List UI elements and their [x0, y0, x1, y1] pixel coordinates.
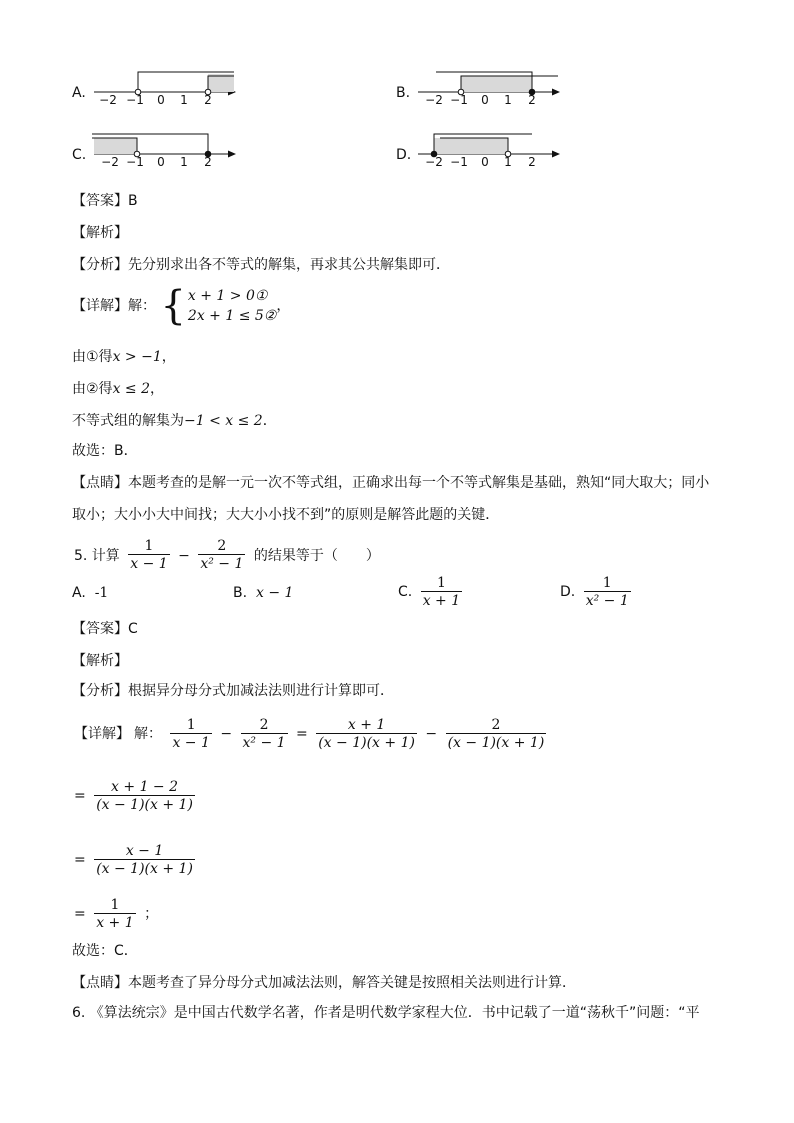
fraction [198, 538, 245, 573]
tick-label: −2 [425, 93, 443, 104]
analysis-tag: 【解析】 [72, 225, 128, 241]
system-end: ， [276, 298, 291, 314]
detail-line [72, 283, 291, 329]
numerator: 1 [144, 538, 154, 554]
tick-label: 2 [528, 93, 536, 104]
denominator: x − 1 [172, 734, 210, 751]
fraction [170, 717, 211, 752]
fraction [316, 717, 417, 752]
step-2-math: x ≤ 2 [112, 381, 150, 397]
fenxi-line [72, 256, 450, 274]
step-3-end: ． [262, 413, 277, 429]
tick-label: 1 [504, 93, 512, 104]
step-3-text: 不等式组的解集为 [72, 413, 184, 429]
answer-tag: 【答案】 [72, 193, 128, 209]
minus-sign: − [425, 726, 438, 742]
option-label: B. [233, 585, 248, 601]
answer-value: C [128, 621, 138, 637]
choice-line: 故选：B． [72, 443, 138, 459]
comment-text-1: 本题考查的是解一元一次不等式组，正确求出每一个不等式解集是基础，熟知“同大取大；同小 [128, 475, 710, 491]
numerator: 1 [436, 574, 446, 591]
number-line-c [88, 130, 243, 166]
numerator: 2 [491, 716, 501, 733]
step-1-math: x > −1 [112, 349, 162, 365]
fraction [94, 897, 135, 932]
q5-option-b [233, 584, 293, 602]
detail-tag: 【详解】 [74, 726, 130, 742]
fraction [241, 717, 288, 752]
option-c-label: C. [72, 147, 87, 163]
numerator: x + 1 − 2 [111, 778, 179, 795]
fenxi-text: 先分别求出各不等式的解集，再求其公共解集即可． [128, 257, 450, 273]
step-1-text: 由①得 [72, 349, 113, 365]
q5-fenxi-line [72, 682, 394, 700]
detail-prefix: 解： [128, 298, 156, 314]
numerator: 2 [259, 716, 269, 733]
denominator: (x − 1)(x + 1) [447, 734, 545, 751]
numerator: x + 1 [347, 716, 386, 733]
detail-tag: 【详解】 [72, 298, 128, 314]
equals-sign: = [74, 788, 86, 804]
step-1-end: ， [161, 349, 176, 365]
tick-label: 0 [481, 93, 489, 104]
q5-comment-line [72, 974, 576, 992]
q5-stem-pre: 5. 计算 [74, 547, 120, 564]
denominator: x + 1 [96, 914, 134, 931]
option-d-label: D. [396, 147, 412, 163]
denominator: (x − 1)(x + 1) [96, 860, 193, 877]
comment-tag: 【点睛】 [72, 475, 128, 491]
numerator: 1 [186, 716, 196, 733]
left-brace: { [160, 283, 186, 329]
comment-line-2: 取小；大小小大中间找；大大小小找不到”的原则是解答此题的关键． [72, 507, 500, 523]
step-3 [72, 412, 277, 430]
fraction [94, 779, 195, 814]
q5-option-c [396, 574, 464, 610]
tick-label: 1 [180, 93, 188, 104]
tick-label: −2 [99, 93, 117, 104]
fraction [584, 575, 631, 610]
inequality-1: x + 1 > 0① [187, 288, 268, 304]
tick-label: −1 [126, 155, 144, 166]
option-value: -1 [94, 585, 109, 601]
q6-stem: 6. 《算法统宗》是中国古代数学名著，作者是明代数学家程大位．书中记载了一道“荡秋千”问题：“平 [72, 1005, 700, 1021]
denominator: (x − 1)(x + 1) [96, 796, 193, 813]
fraction [421, 575, 462, 610]
tick-label: 0 [157, 155, 165, 166]
numerator: 1 [602, 574, 612, 591]
equals-sign: = [74, 906, 86, 922]
q5-analysis-tag: 【解析】 [72, 653, 128, 669]
q5-choice-line: 故选：C． [72, 943, 138, 959]
step-2-text: 由②得 [72, 381, 113, 397]
denominator: x + 1 [422, 592, 461, 609]
option-a-label: A. [72, 85, 86, 101]
minus-sign: − [220, 726, 233, 742]
q5-answer-line [72, 620, 138, 638]
minus-sign: − [178, 547, 190, 564]
number-line-a [88, 68, 243, 104]
numerator: x − 1 [125, 842, 164, 859]
denominator: x² − 1 [242, 734, 286, 751]
fenxi-tag: 【分析】 [72, 683, 128, 699]
q5-step-2 [72, 776, 197, 816]
step-2 [72, 380, 164, 398]
tick-label: −1 [450, 155, 468, 166]
q5-step-4 [72, 894, 160, 934]
tick-label: 2 [204, 93, 212, 104]
fraction [128, 538, 169, 573]
step-1 [72, 348, 176, 366]
answer-line [72, 192, 138, 210]
tick-label: 1 [180, 155, 188, 166]
tick-label: 0 [481, 155, 489, 166]
tick-label: 2 [528, 155, 536, 166]
option-label: D. [560, 584, 576, 600]
comment-tag: 【点睛】 [72, 975, 128, 991]
tick-label: −1 [126, 93, 144, 104]
q5-stem-post: 的结果等于（ ） [253, 547, 380, 564]
fenxi-text: 根据异分母分式加减法法则进行计算即可． [128, 683, 394, 699]
q5-stem [72, 538, 382, 573]
equals-sign: = [74, 852, 86, 868]
answer-tag: 【答案】 [72, 621, 128, 637]
option-label: C. [398, 584, 413, 600]
q5-option-d [558, 574, 633, 610]
inequality-system [160, 283, 291, 329]
comment-line-1 [72, 474, 709, 492]
tick-label: −1 [450, 93, 468, 104]
comment-text: 本题考查了异分母分式加减法法则，解答关键是按照相关法则进行计算． [128, 975, 576, 991]
denominator: (x − 1)(x + 1) [318, 734, 415, 751]
q5-option-a [72, 584, 108, 602]
q5-step-3 [72, 840, 197, 880]
fraction [94, 843, 195, 878]
detail-prefix: 解： [134, 726, 162, 742]
tick-label: 2 [204, 155, 212, 166]
denominator: x² − 1 [200, 556, 244, 572]
step-end: ； [144, 906, 159, 922]
equals-sign: = [296, 726, 308, 742]
option-value: x − 1 [255, 585, 294, 601]
denominator: x − 1 [130, 556, 168, 572]
numerator: 2 [217, 538, 227, 554]
tick-label: 0 [157, 93, 165, 104]
q5-detail-line [72, 714, 548, 754]
fraction [446, 717, 547, 752]
option-b-label: B. [396, 85, 411, 101]
step-3-math: −1 < x ≤ 2 [184, 413, 263, 429]
number-line-b [412, 68, 567, 104]
inequality-2: 2x + 1 ≤ 5② [187, 308, 277, 324]
step-2-end: ， [150, 381, 164, 397]
number-line-d [412, 130, 567, 166]
tick-label: −2 [101, 155, 119, 166]
tick-label: 1 [504, 155, 512, 166]
denominator: x² − 1 [585, 592, 629, 609]
fenxi-tag: 【分析】 [72, 257, 128, 273]
answer-value: B [128, 193, 138, 209]
tick-label: −2 [425, 155, 443, 166]
option-label: A. [72, 585, 86, 601]
numerator: 1 [110, 896, 120, 913]
